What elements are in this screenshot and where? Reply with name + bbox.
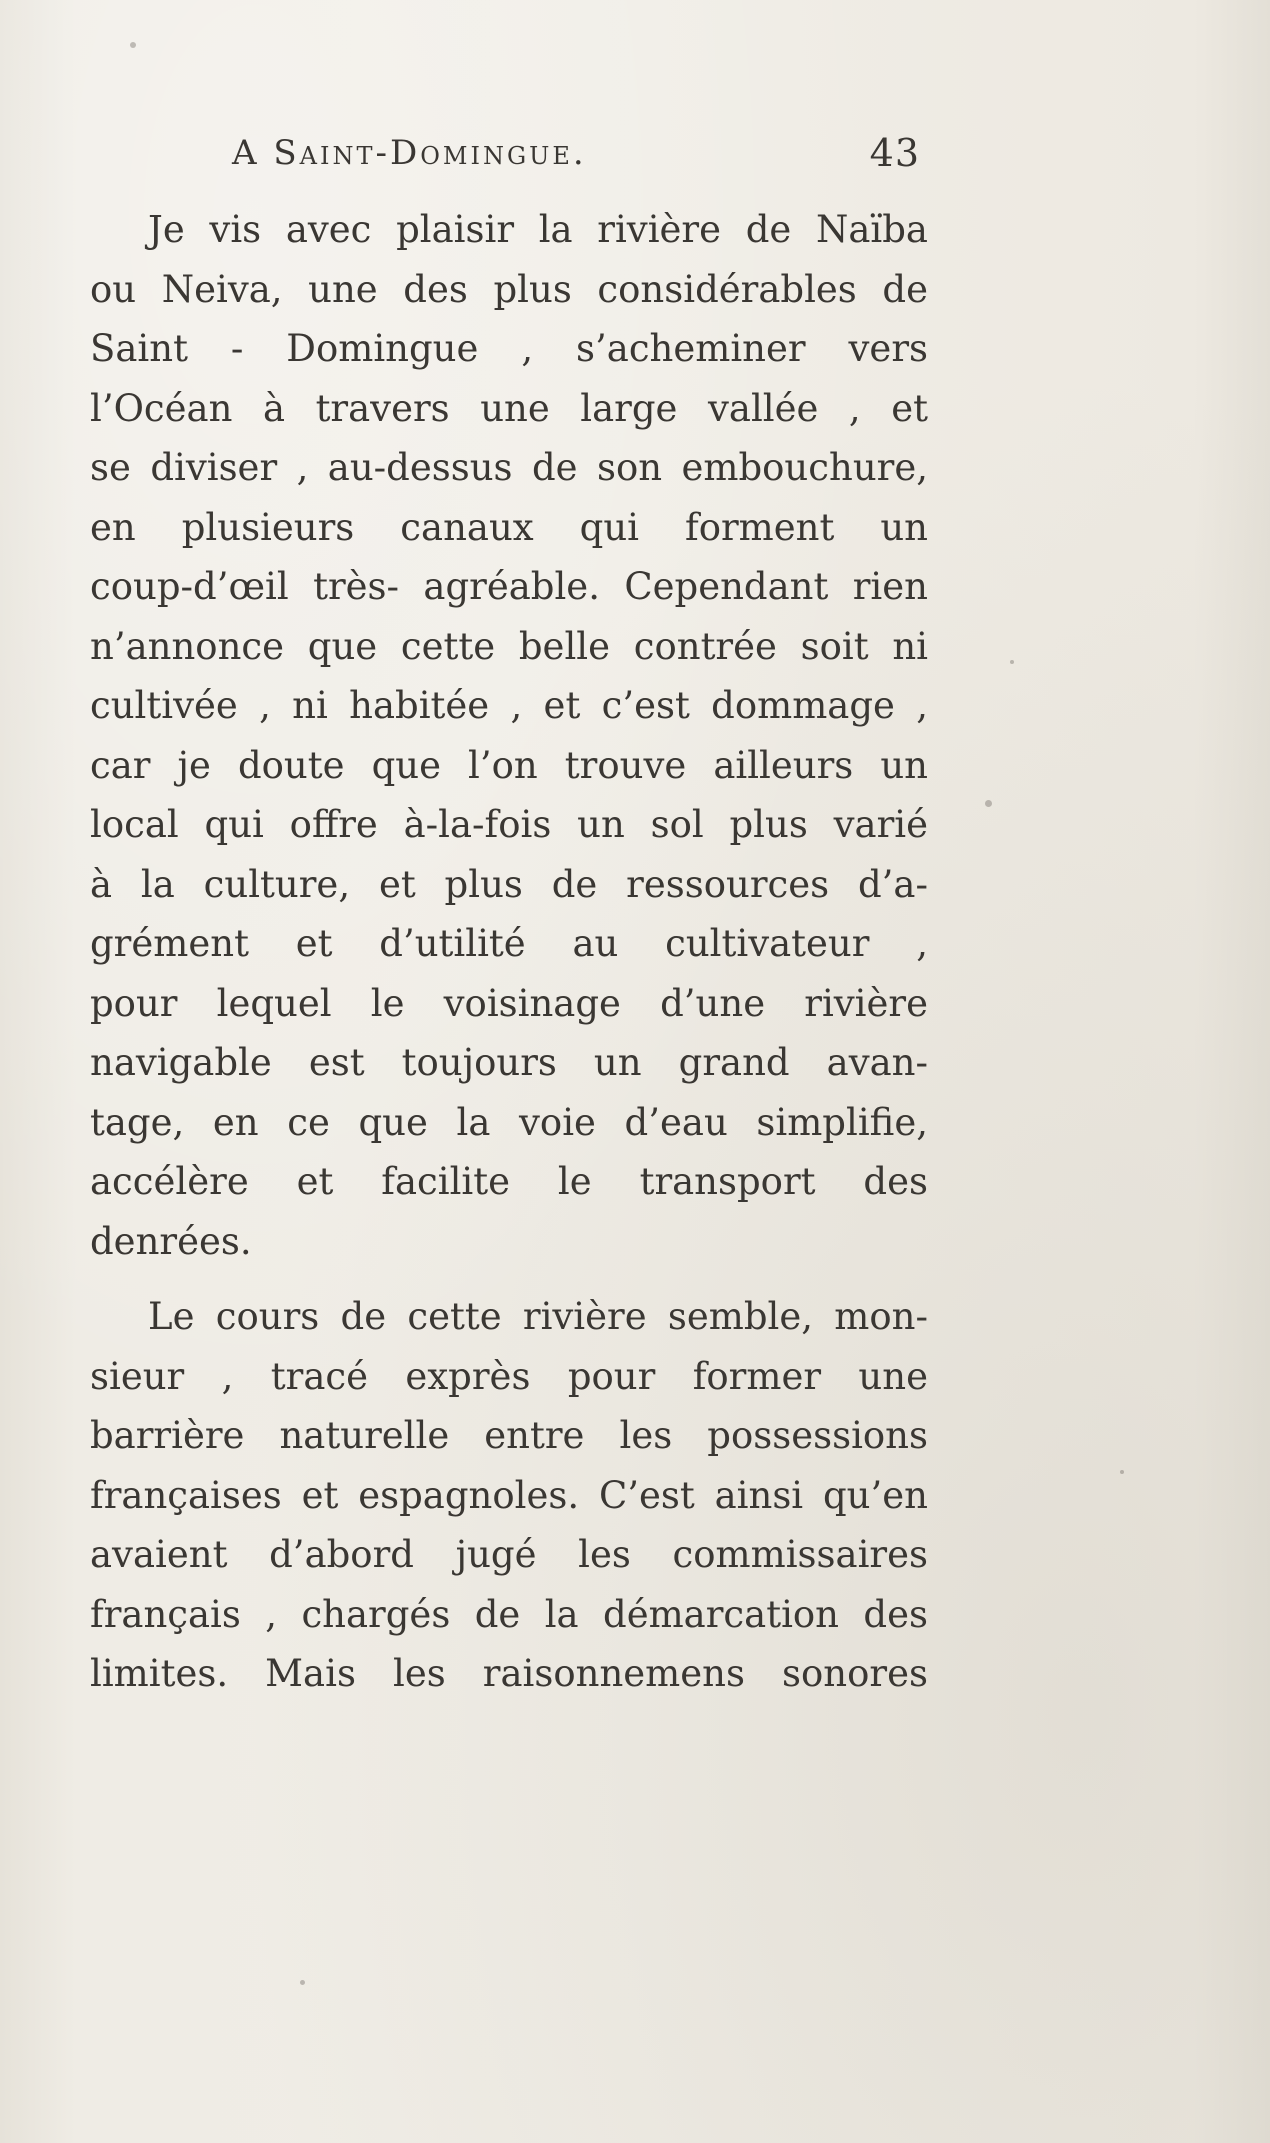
text-line: Le cours de cette rivière semble, mon- xyxy=(148,1295,928,1338)
text-line: barrière naturelle entre les possessions xyxy=(90,1414,928,1457)
text-line: navigable est toujours un grand avan- xyxy=(90,1041,928,1084)
page-number: 43 xyxy=(869,131,920,175)
text-line: sieur , tracé exprès pour former une xyxy=(90,1354,928,1398)
text-line: accélère et facilite le transport des xyxy=(90,1160,928,1203)
text-line: local qui offre à-la-fois un sol plus varié xyxy=(90,803,928,846)
paragraph xyxy=(90,200,928,1271)
paper-speck xyxy=(1120,1470,1124,1474)
running-head xyxy=(90,133,920,183)
paper-speck xyxy=(300,1980,305,1985)
text-line: denrées. xyxy=(90,1219,252,1263)
text-line: cultivée , ni habitée , et c’est dommage , xyxy=(90,684,928,727)
text-line: limites. Mais les raisonnemens sonores xyxy=(90,1652,928,1695)
paragraph-spacer xyxy=(90,1271,928,1287)
running-head-title: A Saint-Domingue. xyxy=(232,133,587,173)
text-line: n’annonce que cette belle contrée soit ni xyxy=(90,624,928,668)
paper-speck xyxy=(130,42,136,48)
paragraph xyxy=(90,1287,928,1704)
text-line: Saint - Domingue , s’acheminer vers xyxy=(90,327,928,370)
body-text xyxy=(90,200,928,1704)
text-line: Je vis avec plaisir la rivière de Naïba xyxy=(148,208,928,251)
text-line: se diviser , au-dessus de son embouchure, xyxy=(90,446,928,489)
text-line: coup-d’œil très- agréable. Cependant rien xyxy=(90,565,928,608)
text-line: françaises et espagnoles. C’est ainsi qu’en xyxy=(90,1473,928,1517)
paper-speck xyxy=(1010,660,1014,664)
text-line: pour lequel le voisinage d’une rivière xyxy=(90,981,928,1025)
text-line: ou Neiva, une des plus considérables de xyxy=(90,267,928,311)
text-line: l’Océan à travers une large vallée , et xyxy=(90,386,928,430)
text-line: grément et d’utilité au cultivateur , xyxy=(90,922,928,965)
text-line: en plusieurs canaux qui forment un xyxy=(90,505,928,549)
text-line: à la culture, et plus de ressources d’a- xyxy=(90,862,928,906)
paper-speck xyxy=(985,800,992,807)
text-line: tage, en ce que la voie d’eau simplifie, xyxy=(90,1100,928,1144)
text-line: car je doute que l’on trouve ailleurs un xyxy=(90,743,928,787)
text-line: français , chargés de la démarcation des xyxy=(90,1592,928,1636)
text-line: avaient d’abord jugé les commissaires xyxy=(90,1533,928,1576)
